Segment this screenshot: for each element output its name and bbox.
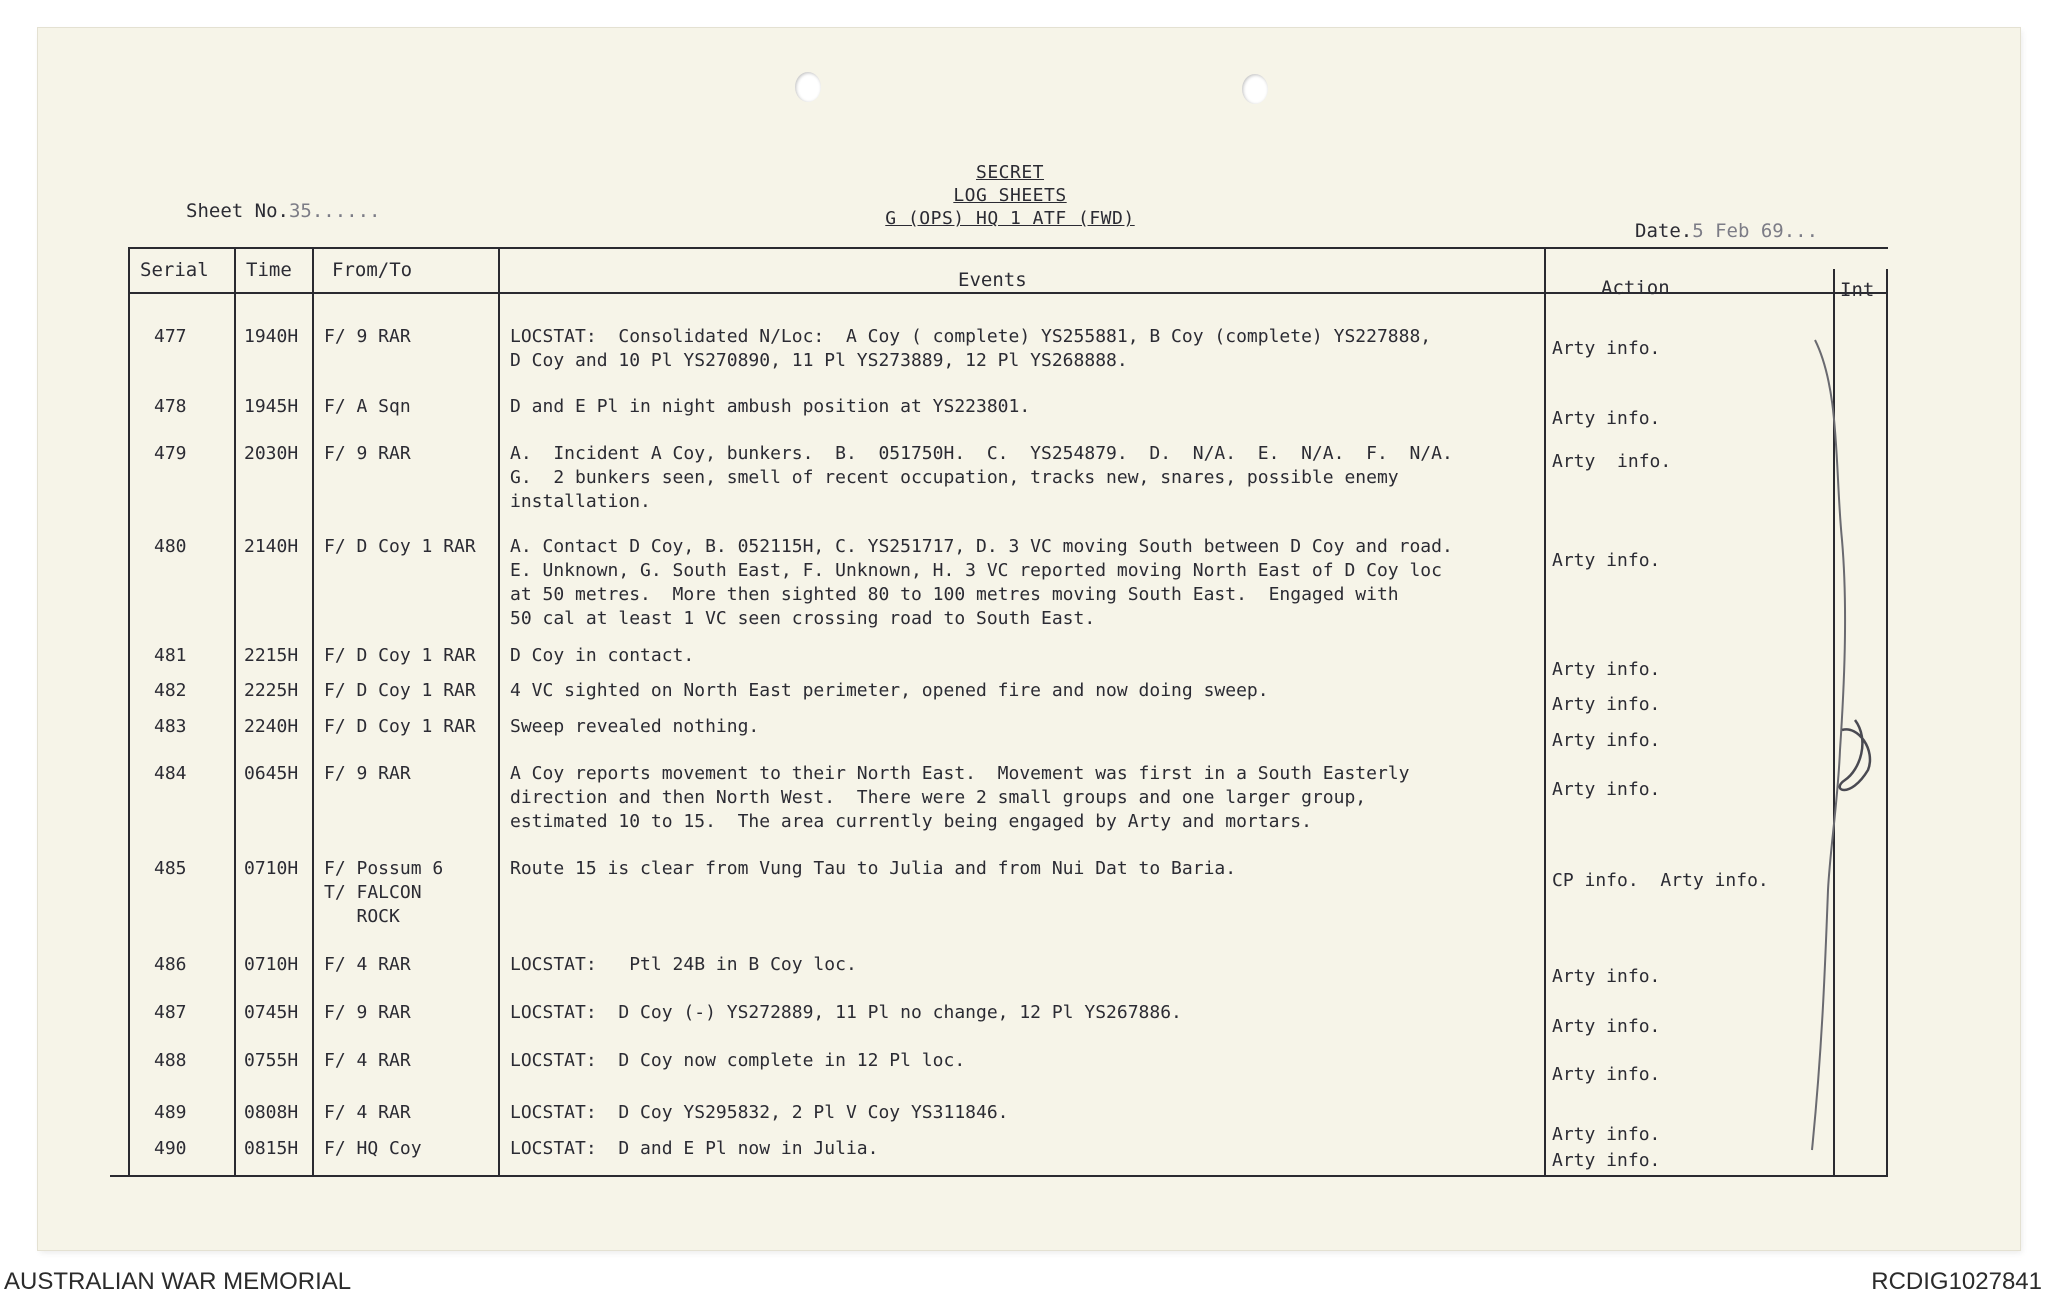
initials-signature: [1800, 330, 1890, 1190]
row-time: 0645H: [244, 763, 299, 784]
row-time: 2140H: [244, 536, 299, 557]
row-from-to: F/ HQ Coy: [324, 1138, 422, 1159]
row-from-to: F/ 9 RAR: [324, 326, 411, 347]
footer-id: RCDIG1027841: [1871, 1268, 2042, 1295]
row-event-line: A. Contact D Coy, B. 052115H, C. YS251717, D. 3 VC moving South between D Coy and road.: [510, 536, 1453, 557]
row-action: Arty info.: [1552, 779, 1661, 800]
row-serial: 480: [154, 536, 187, 557]
row-serial: 489: [154, 1102, 187, 1123]
row-from-to: F/ 9 RAR: [324, 763, 411, 784]
classification: SECRET: [975, 162, 1045, 183]
unit-heading: G (OPS) HQ 1 ATF (FWD): [885, 208, 1135, 229]
row-action: Arty info.: [1552, 730, 1661, 751]
row-action: Arty info.: [1552, 966, 1661, 987]
row-from-to: F/ 4 RAR: [324, 1102, 411, 1123]
document-title: LOG SHEETS: [953, 185, 1067, 206]
row-event-line: LOCSTAT: D Coy (-) YS272889, 11 Pl no change, 12 Pl YS267886.: [510, 1002, 1182, 1023]
row-event-line: Sweep revealed nothing.: [510, 716, 760, 737]
date-value: 5 Feb 69...: [1692, 220, 1819, 242]
row-time: 1945H: [244, 396, 299, 417]
row-from-to: F/ D Coy 1 RAR: [324, 680, 476, 701]
row-event-line: Route 15 is clear from Vung Tau to Julia and from Nui Dat to Baria.: [510, 858, 1237, 879]
sheet-number-label: Sheet No.: [186, 200, 289, 222]
sheet-number: [186, 200, 380, 222]
row-serial: 490: [154, 1138, 187, 1159]
row-time: 0755H: [244, 1050, 299, 1071]
col-events: Events: [958, 269, 1027, 291]
row-from-to: F/ D Coy 1 RAR: [324, 716, 476, 737]
row-event-line: LOCSTAT: D Coy now complete in 12 Pl loc.: [510, 1050, 966, 1071]
row-time: 0710H: [244, 858, 299, 879]
row-serial: 482: [154, 680, 187, 701]
row-from-to: F/ 4 RAR: [324, 1050, 411, 1071]
row-serial: 486: [154, 954, 187, 975]
row-time: 2240H: [244, 716, 299, 737]
row-action: Arty info.: [1552, 338, 1661, 359]
row-action: Arty info.: [1552, 1150, 1661, 1171]
row-action: Arty info.: [1552, 550, 1661, 571]
row-from-to: F/ 9 RAR: [324, 443, 411, 464]
row-event-line: LOCSTAT: D Coy YS295832, 2 Pl V Coy YS311846.: [510, 1102, 1009, 1123]
row-action: CP info. Arty info.: [1552, 870, 1769, 891]
row-from-to: F/ A Sqn: [324, 396, 411, 417]
row-serial: 488: [154, 1050, 187, 1071]
row-event-line: A. Incident A Coy, bunkers. B. 051750H. C. YS254879. D. N/A. E. N/A. F. N/A.: [510, 443, 1453, 464]
row-serial: 484: [154, 763, 187, 784]
row-event-line: 4 VC sighted on North East perimeter, opened fire and now doing sweep.: [510, 680, 1269, 701]
row-from-to: F/ 4 RAR: [324, 954, 411, 975]
row-time: 0808H: [244, 1102, 299, 1123]
row-event-line: LOCSTAT: Consolidated N/Loc: A Coy ( complete) YS255881, B Coy (complete) YS227888,: [510, 326, 1432, 347]
col-int: Int: [1840, 279, 1875, 301]
row-time: 2030H: [244, 443, 299, 464]
row-event-line: D Coy and 10 Pl YS270890, 11 Pl YS273889, 12 Pl YS268888.: [510, 350, 1128, 371]
row-action: Arty info.: [1552, 451, 1672, 472]
row-from-to: F/ 9 RAR: [324, 1002, 411, 1023]
col-serial: Serial: [140, 259, 209, 281]
col-time: Time: [246, 259, 292, 281]
row-event-line: direction and then North West. There were 2 small groups and one larger group,: [510, 787, 1367, 808]
row-event-line: at 50 metres. More then sighted 80 to 100 metres moving South East. Engaged with: [510, 584, 1399, 605]
col-action: Action: [1601, 277, 1670, 299]
row-from-to: F/ D Coy 1 RAR: [324, 536, 476, 557]
row-action: Arty info.: [1552, 1124, 1661, 1145]
row-from-to: F/ Possum 6 T/ FALCON ROCK: [324, 858, 444, 927]
row-serial: 483: [154, 716, 187, 737]
row-action: Arty info.: [1552, 1016, 1661, 1037]
date-label: Date.: [1635, 220, 1693, 242]
row-event-line: installation.: [510, 491, 651, 512]
row-event-line: A Coy reports movement to their North East. Movement was first in a South Easterly: [510, 763, 1410, 784]
row-event-line: G. 2 bunkers seen, smell of recent occupation, tracks new, snares, possible enemy: [510, 467, 1399, 488]
row-event-line: LOCSTAT: D and E Pl now in Julia.: [510, 1138, 879, 1159]
row-serial: 481: [154, 645, 187, 666]
row-time: 0745H: [244, 1002, 299, 1023]
row-serial: 478: [154, 396, 187, 417]
row-time: 2215H: [244, 645, 299, 666]
row-event-line: E. Unknown, G. South East, F. Unknown, H. 3 VC reported moving North East of D Coy loc: [510, 560, 1442, 581]
row-action: Arty info.: [1552, 659, 1661, 680]
log-table: [128, 247, 1888, 1177]
row-serial: 477: [154, 326, 187, 347]
sheet-number-value: 35......: [288, 200, 381, 222]
col-from-to: From/To: [332, 259, 413, 281]
row-event-line: D Coy in contact.: [510, 645, 695, 666]
row-time: 1940H: [244, 326, 299, 347]
row-serial: 487: [154, 1002, 187, 1023]
punch-hole-left: [795, 72, 821, 102]
row-time: 0815H: [244, 1138, 299, 1159]
footer-source: AUSTRALIAN WAR MEMORIAL: [4, 1268, 352, 1295]
row-serial: 485: [154, 858, 187, 879]
row-serial: 479: [154, 443, 187, 464]
punch-hole-right: [1242, 74, 1268, 104]
row-event-line: LOCSTAT: Ptl 24B in B Coy loc.: [510, 954, 857, 975]
row-event-line: 50 cal at least 1 VC seen crossing road to South East.: [510, 608, 1096, 629]
date: [1635, 220, 1818, 242]
row-from-to: F/ D Coy 1 RAR: [324, 645, 476, 666]
row-event-line: D and E Pl in night ambush position at YS223801.: [510, 396, 1031, 417]
row-action: Arty info.: [1552, 408, 1661, 429]
row-event-line: estimated 10 to 15. The area currently being engaged by Arty and mortars.: [510, 811, 1312, 832]
row-time: 0710H: [244, 954, 299, 975]
row-action: Arty info.: [1552, 1064, 1661, 1085]
row-action: Arty info.: [1552, 694, 1661, 715]
row-time: 2225H: [244, 680, 299, 701]
